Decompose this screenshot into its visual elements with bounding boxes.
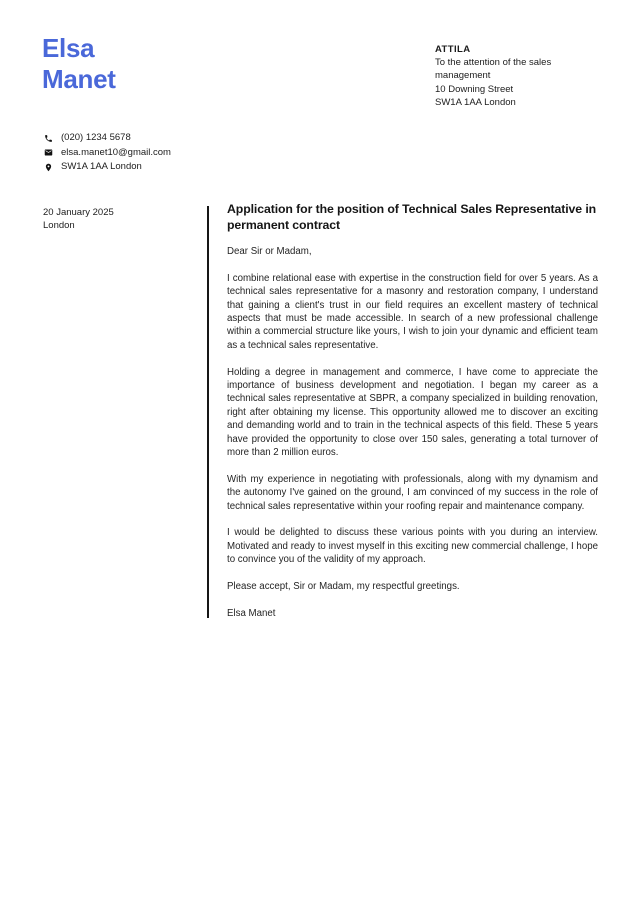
sender-last-name: Manet [42, 64, 116, 94]
letter-paragraph-4: I would be delighted to discuss these various points with you during an interview. Motivated and ready to invest myself in this exciting new commercial challenge, I hope to convince you of the validity of my approach. [227, 527, 598, 566]
letter-paragraph-3: With my experience in negotiating with professionals, along with my dynamism and the autonomy I've gained on the ground, I am convinced of my success in the role of technical sales representative within your roofing repair and maintenance company. [227, 473, 598, 512]
dateline-date: 20 January 2025 [43, 207, 114, 218]
contact-phone-row [43, 133, 171, 143]
phone-icon [43, 133, 53, 143]
letter-paragraph-2: Holding a degree in management and commerce, I have come to appreciate the importance of business development and negotiation. I began my career as a technical sales representative at SBPR, a company specialized in building renovation, right after obtaining my license. This opportunity allowed me to discover an exciting and demanding world and to train in the technical aspects of this field. These 5 years have provided the opportunity to close over 150 sales, generating a total turnover of more than 2 million euros. [227, 366, 598, 459]
contact-block [43, 133, 171, 177]
recipient-attention-line: To the attention of the sales management [435, 57, 552, 82]
letter-signature: Elsa Manet [227, 607, 276, 619]
sender-first-name: Elsa [42, 33, 95, 63]
letter-paragraph-1: I combine relational ease with expertise in the construction field for over 5 years. As a technical sales representative for a masonry and restoration company, I understand that gaining a client's trust in our field requires an excellent mastery of technical aspects that must be made accessible. In search of a new professional challenge within a commercial structure like yours, I wish to join your dynamic and efficient team as a technical sales representative. [227, 272, 598, 351]
letter-subject: Application for the position of Technical Sales Representative in permanent contract [227, 202, 597, 232]
letter-salutation: Dear Sir or Madam, [227, 246, 312, 257]
recipient-block [435, 43, 583, 109]
map-pin-icon [43, 162, 53, 172]
contact-address-value: SW1A 1AA London [61, 161, 142, 173]
recipient-company: ATTILA [435, 44, 471, 55]
contact-phone-value: (020) 1234 5678 [61, 132, 131, 143]
contact-email-row [43, 148, 171, 158]
letter-closing: Please accept, Sir or Madam, my respectful greetings. [227, 581, 460, 593]
recipient-city: SW1A 1AA London [435, 96, 516, 108]
sender-name [42, 33, 116, 95]
letter-body [227, 201, 598, 620]
vertical-divider [207, 206, 209, 618]
contact-address-row [43, 162, 171, 172]
recipient-street: 10 Downing Street [435, 83, 514, 95]
contact-email-value: elsa.manet10@gmail.com [61, 146, 171, 158]
envelope-icon [43, 148, 53, 158]
dateline-block [43, 206, 114, 232]
dateline-city: London [43, 220, 75, 232]
